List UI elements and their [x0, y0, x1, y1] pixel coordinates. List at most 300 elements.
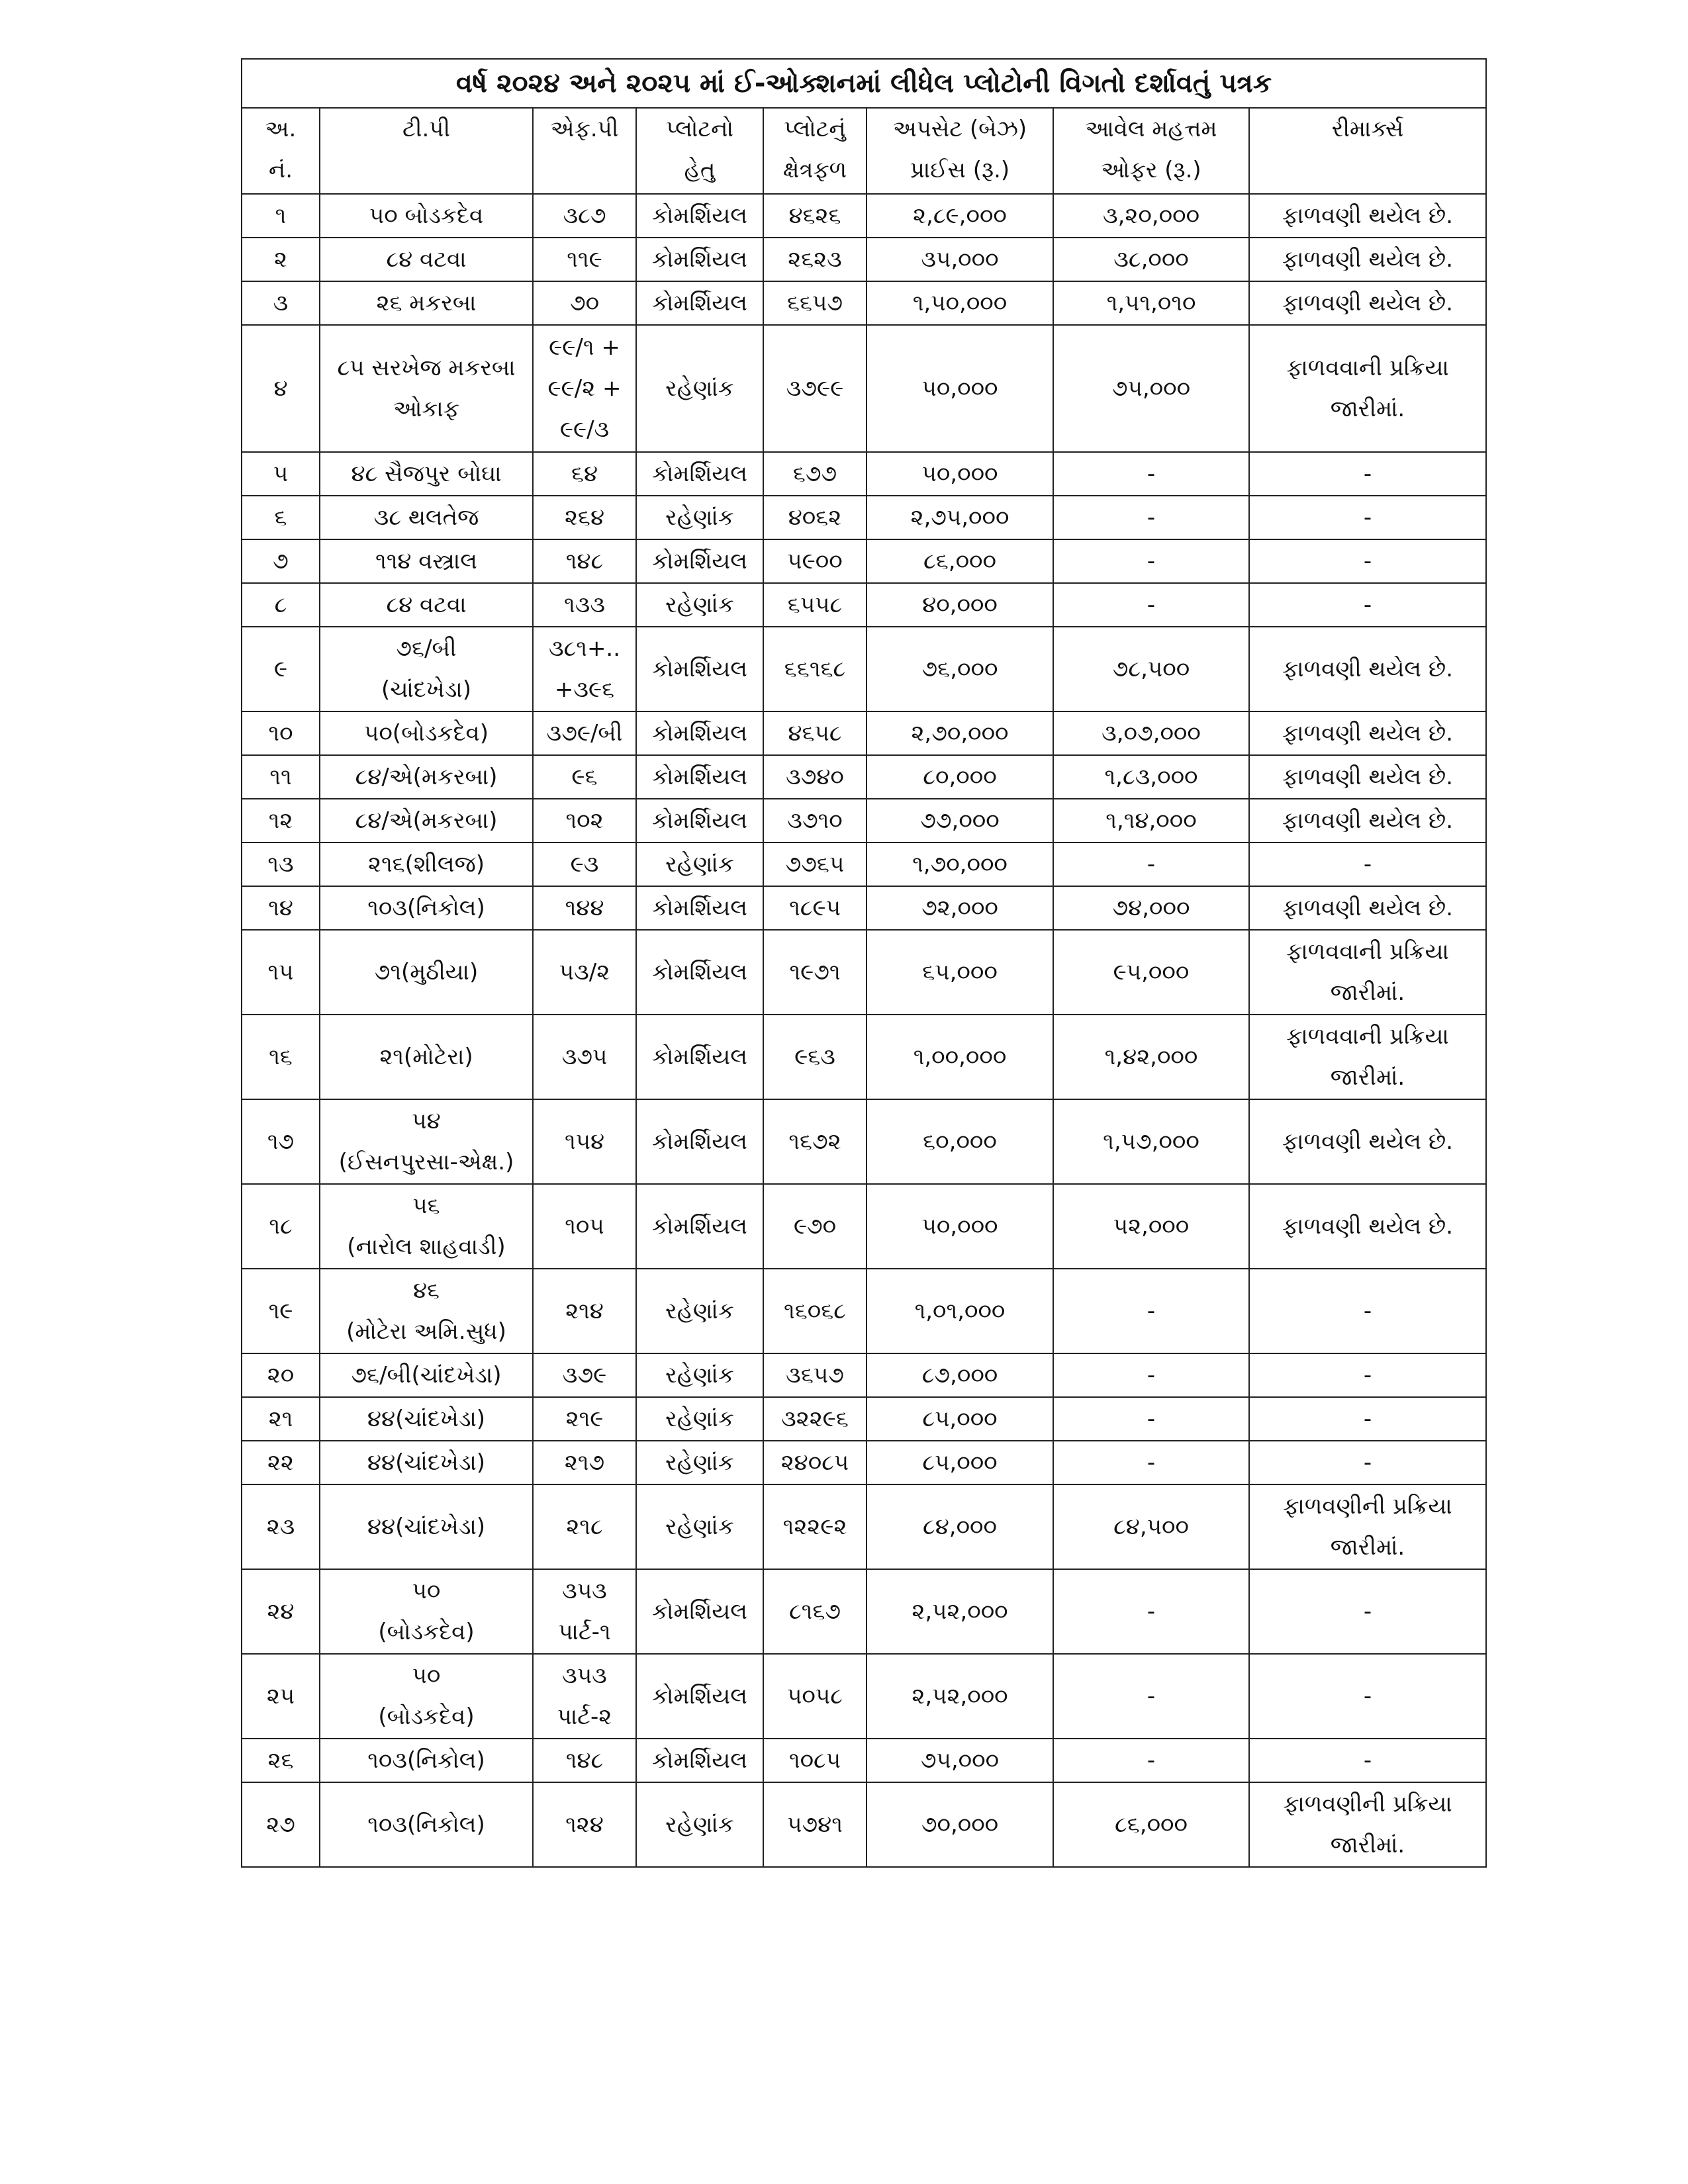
cell-line: ૩: [273, 290, 289, 316]
cell-plot-purpose: [636, 930, 763, 1015]
cell-tp: [320, 583, 533, 627]
cell-highest-offer: [1053, 1015, 1249, 1099]
cell-line: ૩૭૪૦: [786, 764, 844, 790]
cell-tp: [320, 1441, 533, 1484]
cell-line: ૫૦,૦૦૦: [921, 461, 998, 487]
cell-plot-area: [763, 799, 867, 842]
cell-fp: [533, 627, 636, 711]
cell-remarks: [1249, 1353, 1486, 1397]
cell-line: -: [1147, 504, 1156, 531]
cell-line: ૩,૨૦,૦૦૦: [1102, 203, 1200, 229]
cell-line: -: [1363, 1598, 1372, 1625]
cell-plot-area: [763, 930, 867, 1015]
cell-plot-purpose: [636, 1441, 763, 1484]
cell-line: -: [1363, 851, 1372, 878]
cell-line: ૫૭૪૧: [787, 1811, 843, 1838]
cell-plot-purpose: [636, 1099, 763, 1184]
cell-line: ૯૯/૨ +: [547, 375, 622, 402]
cell-upset-price: [867, 496, 1053, 539]
cell-line: કોમર્શિયલ: [652, 290, 747, 316]
cell-line: ૧,૦૧,૦૦૦: [914, 1298, 1006, 1324]
cell-line: ૧૧૪ વસ્ત્રાલ: [375, 548, 477, 574]
cell-line: રહેણાંક: [665, 1298, 734, 1324]
table-row: [242, 1397, 1486, 1441]
cell-line: ૩૮૭: [563, 203, 606, 229]
cell-fp: [533, 1269, 636, 1353]
cell-serial-no: [242, 1484, 320, 1569]
cell-remarks: [1249, 496, 1486, 539]
cell-line: -: [1147, 1449, 1156, 1476]
cell-upset-price: [867, 1353, 1053, 1397]
cell-line: ૯૭૦: [793, 1213, 837, 1240]
cell-serial-no: [242, 194, 320, 238]
cell-tp: [320, 755, 533, 799]
header-line: અપસેટ (બેઝ): [892, 116, 1027, 142]
cell-line: ૨૭: [266, 1811, 295, 1838]
cell-upset-price: [867, 194, 1053, 238]
cell-serial-no: [242, 1269, 320, 1353]
cell-line: કોમર્શિયલ: [652, 959, 747, 985]
cell-remarks: [1249, 1015, 1486, 1099]
cell-line: ૧૭: [267, 1128, 295, 1155]
cell-line: ૧,૫૧,૦૧૦: [1106, 290, 1196, 316]
table-row: [242, 281, 1486, 325]
cell-serial-no: [242, 1782, 320, 1867]
cell-fp: [533, 539, 636, 583]
table-row: [242, 755, 1486, 799]
header-fp: [533, 108, 636, 194]
cell-line: ૨૧૪: [565, 1298, 604, 1324]
cell-plot-area: [763, 1184, 867, 1269]
cell-fp: [533, 1484, 636, 1569]
cell-highest-offer: [1053, 1782, 1249, 1867]
cell-line: ૭૫,૦૦૦: [920, 1747, 1000, 1774]
cell-line: રહેણાંક: [665, 504, 734, 531]
cell-line: ૫૦૫૮: [787, 1683, 843, 1709]
cell-remarks: [1249, 1397, 1486, 1441]
cell-remarks: [1249, 1739, 1486, 1782]
cell-line: ૩,૦૭,૦૦૦: [1102, 720, 1201, 747]
cell-line: રહેણાંક: [665, 1449, 734, 1476]
table-row: [242, 496, 1486, 539]
cell-line: ૧,૭૦,૦૦૦: [912, 851, 1008, 878]
cell-plot-area: [763, 583, 867, 627]
cell-serial-no: [242, 238, 320, 281]
header-line: હેતુ: [684, 157, 716, 183]
cell-line: ૧,૮૩,૦૦૦: [1104, 764, 1198, 790]
cell-line: ૭૦: [569, 290, 600, 316]
cell-line: કોમર્શિયલ: [652, 1128, 747, 1155]
cell-plot-purpose: [636, 627, 763, 711]
cell-line: -: [1363, 1449, 1372, 1476]
cell-line: ૬૪: [571, 461, 598, 487]
cell-line: ૮૪/એ(મકરબા): [355, 807, 498, 834]
cell-line: ૫૦: [412, 1662, 441, 1689]
cell-line: ૪૪(ચાંદખેડા): [367, 1406, 486, 1432]
cell-line: ૪૬૨૬: [788, 203, 841, 229]
cell-line: (બોડકદેવ): [378, 1619, 475, 1645]
cell-fp: [533, 711, 636, 755]
page-title: વર્ષ ૨૦૨૪ અને ૨૦૨૫ માં ઈ-ઓક્શનમાં લીધેલ પ્લોટોની વિગતો દર્શાવતું પત્રક: [242, 59, 1486, 108]
cell-line: રહેણાંક: [665, 1811, 734, 1838]
cell-line: -: [1363, 1362, 1372, 1388]
cell-remarks: [1249, 281, 1486, 325]
cell-line: ૫૦ બોડકદેવ: [369, 203, 484, 229]
cell-plot-area: [763, 886, 867, 930]
cell-plot-purpose: [636, 1654, 763, 1739]
cell-upset-price: [867, 1654, 1053, 1739]
cell-line: ૭૬/બી(ચાંદખેડા): [351, 1362, 502, 1388]
cell-line: ૧૬૦૬૮: [784, 1298, 846, 1324]
cell-line: ૫૦(બોડકદેવ): [364, 720, 489, 747]
cell-line: ૪૦,૦૦૦: [922, 592, 998, 618]
cell-plot-purpose: [636, 1397, 763, 1441]
cell-line: ફાળવવાની પ્રક્રિયા: [1286, 938, 1449, 965]
cell-tp: [320, 711, 533, 755]
cell-tp: [320, 1184, 533, 1269]
cell-serial-no: [242, 930, 320, 1015]
cell-line: ૧૦૩(નિકોલ): [367, 1747, 485, 1774]
cell-line: ફાળવણી થયેલ છે.: [1282, 203, 1454, 229]
cell-upset-price: [867, 1015, 1053, 1099]
cell-line: ફાળવવાની પ્રક્રિયા: [1286, 1023, 1449, 1050]
cell-fp: [533, 1739, 636, 1782]
cell-line: ૨૪૦૮૫: [780, 1449, 849, 1476]
cell-line: ૧૫૪: [564, 1128, 605, 1155]
cell-line: ૪૪(ચાંદખેડા): [367, 1514, 486, 1540]
cell-upset-price: [867, 1397, 1053, 1441]
cell-plot-area: [763, 1015, 867, 1099]
cell-line: ફાળવણી થયેલ છે.: [1282, 1213, 1454, 1240]
cell-remarks: [1249, 1099, 1486, 1184]
cell-line: ૭૭,૦૦૦: [920, 807, 1000, 834]
cell-line: કોમર્શિયલ: [652, 1044, 747, 1070]
cell-line: કોમર્શિયલ: [652, 895, 747, 921]
cell-line: કોમર્શિયલ: [652, 1683, 747, 1709]
cell-line: ૭૮,૫૦૦: [1112, 656, 1190, 682]
cell-line: ૨૧: [268, 1406, 293, 1432]
cell-line: ૧: [275, 203, 287, 229]
table-row: [242, 930, 1486, 1015]
cell-line: ૮૬,૦૦૦: [923, 548, 996, 574]
cell-highest-offer: [1053, 842, 1249, 886]
cell-highest-offer: [1053, 194, 1249, 238]
cell-line: ૨,૭૦,૦૦૦: [911, 720, 1009, 747]
cell-line: ૧૩: [267, 851, 294, 878]
cell-tp: [320, 930, 533, 1015]
cell-fp: [533, 238, 636, 281]
cell-tp: [320, 1654, 533, 1739]
cell-line: ૪૬: [412, 1277, 440, 1304]
cell-upset-price: [867, 711, 1053, 755]
cell-plot-area: [763, 627, 867, 711]
auction-plots-table: [241, 58, 1487, 1868]
cell-plot-area: [763, 1739, 867, 1782]
cell-line: -: [1147, 1598, 1156, 1625]
cell-line: ૨૧૭: [564, 1449, 605, 1476]
cell-line: (ઈસનપુરસા-એક્ષ.): [338, 1149, 514, 1175]
cell-upset-price: [867, 1484, 1053, 1569]
cell-line: ૪: [273, 375, 288, 402]
cell-line: રહેણાંક: [665, 592, 734, 618]
cell-plot-purpose: [636, 1269, 763, 1353]
cell-line: જારીમાં.: [1330, 1832, 1405, 1858]
cell-upset-price: [867, 539, 1053, 583]
cell-tp: [320, 281, 533, 325]
cell-line: ૧૨૨૯૨: [782, 1514, 847, 1540]
table-body: [242, 194, 1486, 1867]
cell-tp: [320, 238, 533, 281]
cell-line: ૨૩: [266, 1514, 295, 1540]
cell-line: ૨,૫૨,૦૦૦: [912, 1598, 1008, 1625]
cell-line: ૩૭૧૦: [787, 807, 843, 834]
cell-line: ૧૮: [269, 1213, 293, 1240]
cell-line: ૧૬: [269, 1044, 293, 1070]
cell-line: ૬૦,૦૦૦: [923, 1128, 997, 1155]
cell-fp: [533, 930, 636, 1015]
cell-upset-price: [867, 755, 1053, 799]
cell-line: ઓકાફ: [393, 396, 459, 422]
cell-line: ૨૧૮: [566, 1514, 603, 1540]
table-row: [242, 1782, 1486, 1867]
cell-line: ૨,૭૫,૦૦૦: [910, 504, 1009, 531]
cell-serial-no: [242, 1654, 320, 1739]
cell-tp: [320, 1099, 533, 1184]
cell-line: ફાળવણી થયેલ છે.: [1282, 290, 1454, 316]
cell-remarks: [1249, 930, 1486, 1015]
header-line: રીમાર્ક્સ: [1331, 116, 1404, 142]
cell-line: ૭૭૬૫: [785, 851, 845, 878]
cell-highest-offer: [1053, 539, 1249, 583]
table-row: [242, 842, 1486, 886]
cell-remarks: [1249, 842, 1486, 886]
cell-upset-price: [867, 627, 1053, 711]
cell-line: ૨,૮૯,૦૦૦: [913, 203, 1007, 229]
cell-plot-purpose: [636, 1184, 763, 1269]
cell-line: ૧૨૪: [565, 1811, 604, 1838]
cell-plot-area: [763, 1397, 867, 1441]
cell-line: ૬૭૭: [792, 461, 837, 487]
cell-line: ૧,૫૦,૦૦૦: [912, 290, 1008, 316]
cell-remarks: [1249, 711, 1486, 755]
cell-line: રહેણાંક: [665, 1362, 734, 1388]
cell-line: જારીમાં.: [1330, 1534, 1405, 1561]
cell-remarks: [1249, 755, 1486, 799]
table-row: [242, 886, 1486, 930]
cell-line: (બોડકદેવ): [378, 1704, 475, 1730]
cell-line: ૯: [273, 656, 288, 682]
header-line: ઓફર (રૂ.): [1101, 157, 1201, 183]
cell-serial-no: [242, 755, 320, 799]
cell-line: રહેણાંક: [665, 375, 734, 402]
cell-plot-purpose: [636, 1015, 763, 1099]
cell-tp: [320, 194, 533, 238]
table-row: [242, 1184, 1486, 1269]
cell-tp: [320, 496, 533, 539]
cell-plot-area: [763, 755, 867, 799]
cell-tp: [320, 1397, 533, 1441]
cell-remarks: [1249, 1184, 1486, 1269]
cell-upset-price: [867, 325, 1053, 452]
header-line: પ્રાઈસ (રૂ.): [910, 157, 1010, 183]
table-row: [242, 1569, 1486, 1654]
header-line: પ્લોટનો: [666, 116, 733, 142]
cell-line: ૯૬: [571, 764, 598, 790]
cell-line: ૨૬૨૩: [788, 246, 842, 273]
header-line: આવેલ મહત્તમ: [1085, 116, 1217, 142]
cell-line: ૭૦,૦૦૦: [921, 1811, 999, 1838]
cell-line: ૮૫,૦૦૦: [922, 1449, 998, 1476]
cell-upset-price: [867, 1184, 1053, 1269]
table-row: [242, 238, 1486, 281]
cell-fp: [533, 1782, 636, 1867]
cell-tp: [320, 539, 533, 583]
cell-line: ૮૪,૦૦૦: [923, 1514, 997, 1540]
cell-line: ૨૦: [267, 1362, 295, 1388]
cell-line: રહેણાંક: [665, 1514, 734, 1540]
cell-fp: [533, 1569, 636, 1654]
cell-upset-price: [867, 1099, 1053, 1184]
cell-line: જારીમાં.: [1330, 979, 1405, 1006]
cell-line: ૧૩૩: [564, 592, 605, 618]
table-row: [242, 1353, 1486, 1397]
cell-line: ૫૯૦૦: [787, 548, 843, 574]
cell-fp: [533, 1099, 636, 1184]
cell-highest-offer: [1053, 1484, 1249, 1569]
cell-line: ૩૭૫: [561, 1044, 608, 1070]
cell-line: ૩૫,૦૦૦: [921, 246, 999, 273]
cell-plot-area: [763, 1782, 867, 1867]
cell-fp: [533, 1397, 636, 1441]
header-line: એફ.પી: [550, 116, 619, 142]
cell-line: -: [1363, 1298, 1372, 1324]
cell-serial-no: [242, 842, 320, 886]
cell-upset-price: [867, 1739, 1053, 1782]
table-row: [242, 1099, 1486, 1184]
header-plot-purpose: [636, 108, 763, 194]
cell-line: ૩૭૯: [562, 1362, 607, 1388]
cell-upset-price: [867, 583, 1053, 627]
cell-line: ૬૬૫૭: [786, 290, 843, 316]
cell-line: ૪૦૬૨: [788, 504, 842, 531]
cell-line: -: [1363, 1747, 1372, 1774]
cell-line: ૧૮૯૫: [789, 895, 841, 921]
cell-plot-area: [763, 496, 867, 539]
cell-serial-no: [242, 1441, 320, 1484]
cell-line: ૮૫ સરખેજ મકરબા: [337, 355, 516, 381]
cell-line: ૫૦,૦૦૦: [921, 1213, 998, 1240]
cell-fp: [533, 281, 636, 325]
table-row: [242, 1015, 1486, 1099]
cell-line: ૮૪ વટવા: [386, 592, 467, 618]
cell-tp: [320, 1484, 533, 1569]
cell-remarks: [1249, 1269, 1486, 1353]
cell-remarks: [1249, 799, 1486, 842]
cell-line: -: [1147, 851, 1156, 878]
cell-highest-offer: [1053, 1739, 1249, 1782]
cell-fp: [533, 1015, 636, 1099]
cell-line: ૭: [273, 548, 289, 574]
cell-remarks: [1249, 325, 1486, 452]
cell-line: કોમર્શિયલ: [652, 1213, 747, 1240]
cell-line: ૩૫૩: [562, 1578, 607, 1604]
cell-line: ફાળવણી થયેલ છે.: [1282, 895, 1454, 921]
cell-plot-purpose: [636, 1569, 763, 1654]
cell-line: ૧૪૪: [565, 895, 604, 921]
cell-tp: [320, 452, 533, 496]
cell-line: ૨: [274, 246, 287, 273]
cell-line: ૫: [273, 461, 289, 487]
cell-plot-purpose: [636, 281, 763, 325]
cell-line: +૩૯૬: [554, 676, 615, 703]
cell-fp: [533, 496, 636, 539]
cell-serial-no: [242, 1099, 320, 1184]
cell-remarks: [1249, 1484, 1486, 1569]
cell-upset-price: [867, 1269, 1053, 1353]
cell-line: રહેણાંક: [665, 1406, 734, 1432]
table-row: [242, 711, 1486, 755]
cell-line: ૫૦: [412, 1578, 441, 1604]
cell-line: ૧૪૮: [565, 548, 604, 574]
cell-line: કોમર્શિયલ: [652, 764, 747, 790]
cell-plot-purpose: [636, 325, 763, 452]
cell-line: ૧,૧૪,૦૦૦: [1105, 807, 1197, 834]
cell-plot-area: [763, 452, 867, 496]
cell-line: ફાળવણીની પ્રક્રિયા: [1283, 1791, 1452, 1817]
cell-plot-purpose: [636, 496, 763, 539]
cell-tp: [320, 1782, 533, 1867]
cell-line: -: [1147, 592, 1156, 618]
cell-upset-price: [867, 842, 1053, 886]
table-row: [242, 627, 1486, 711]
cell-line: ફાળવણી થયેલ છે.: [1282, 720, 1454, 747]
cell-line: ૧,૦૦,૦૦૦: [913, 1044, 1007, 1070]
table-row: [242, 583, 1486, 627]
cell-line: ૧,૪૨,૦૦૦: [1104, 1044, 1198, 1070]
cell-line: ફાળવણીની પ્રક્રિયા: [1283, 1493, 1452, 1520]
cell-serial-no: [242, 1569, 320, 1654]
cell-line: ૧૦૩(નિકોલ): [367, 895, 485, 921]
cell-remarks: [1249, 627, 1486, 711]
cell-line: ૩૬૫૭: [786, 1362, 844, 1388]
cell-line: ૮૦,૦૦૦: [923, 764, 997, 790]
cell-plot-area: [763, 711, 867, 755]
cell-line: કોમર્શિયલ: [652, 203, 747, 229]
cell-tp: [320, 325, 533, 452]
cell-line: ૮૪ વટવા: [386, 246, 467, 273]
cell-highest-offer: [1053, 627, 1249, 711]
cell-line: ૪૬૫૮: [788, 720, 842, 747]
cell-line: ૧૦૩(નિકોલ): [367, 1811, 485, 1838]
cell-line: ૨૨: [267, 1449, 294, 1476]
cell-plot-area: [763, 1569, 867, 1654]
cell-remarks: [1249, 452, 1486, 496]
cell-line: ૨૧૯: [565, 1406, 604, 1432]
header-line: ટી.પી: [402, 116, 451, 142]
cell-plot-purpose: [636, 711, 763, 755]
cell-highest-offer: [1053, 325, 1249, 452]
cell-remarks: [1249, 1569, 1486, 1654]
cell-highest-offer: [1053, 238, 1249, 281]
cell-upset-price: [867, 1782, 1053, 1867]
cell-fp: [533, 1654, 636, 1739]
cell-line: ૨૪: [267, 1598, 295, 1625]
cell-line: ૫૬: [412, 1193, 440, 1219]
cell-line: -: [1147, 1683, 1156, 1709]
cell-line: -: [1147, 548, 1156, 574]
cell-highest-offer: [1053, 1441, 1249, 1484]
cell-remarks: [1249, 1441, 1486, 1484]
